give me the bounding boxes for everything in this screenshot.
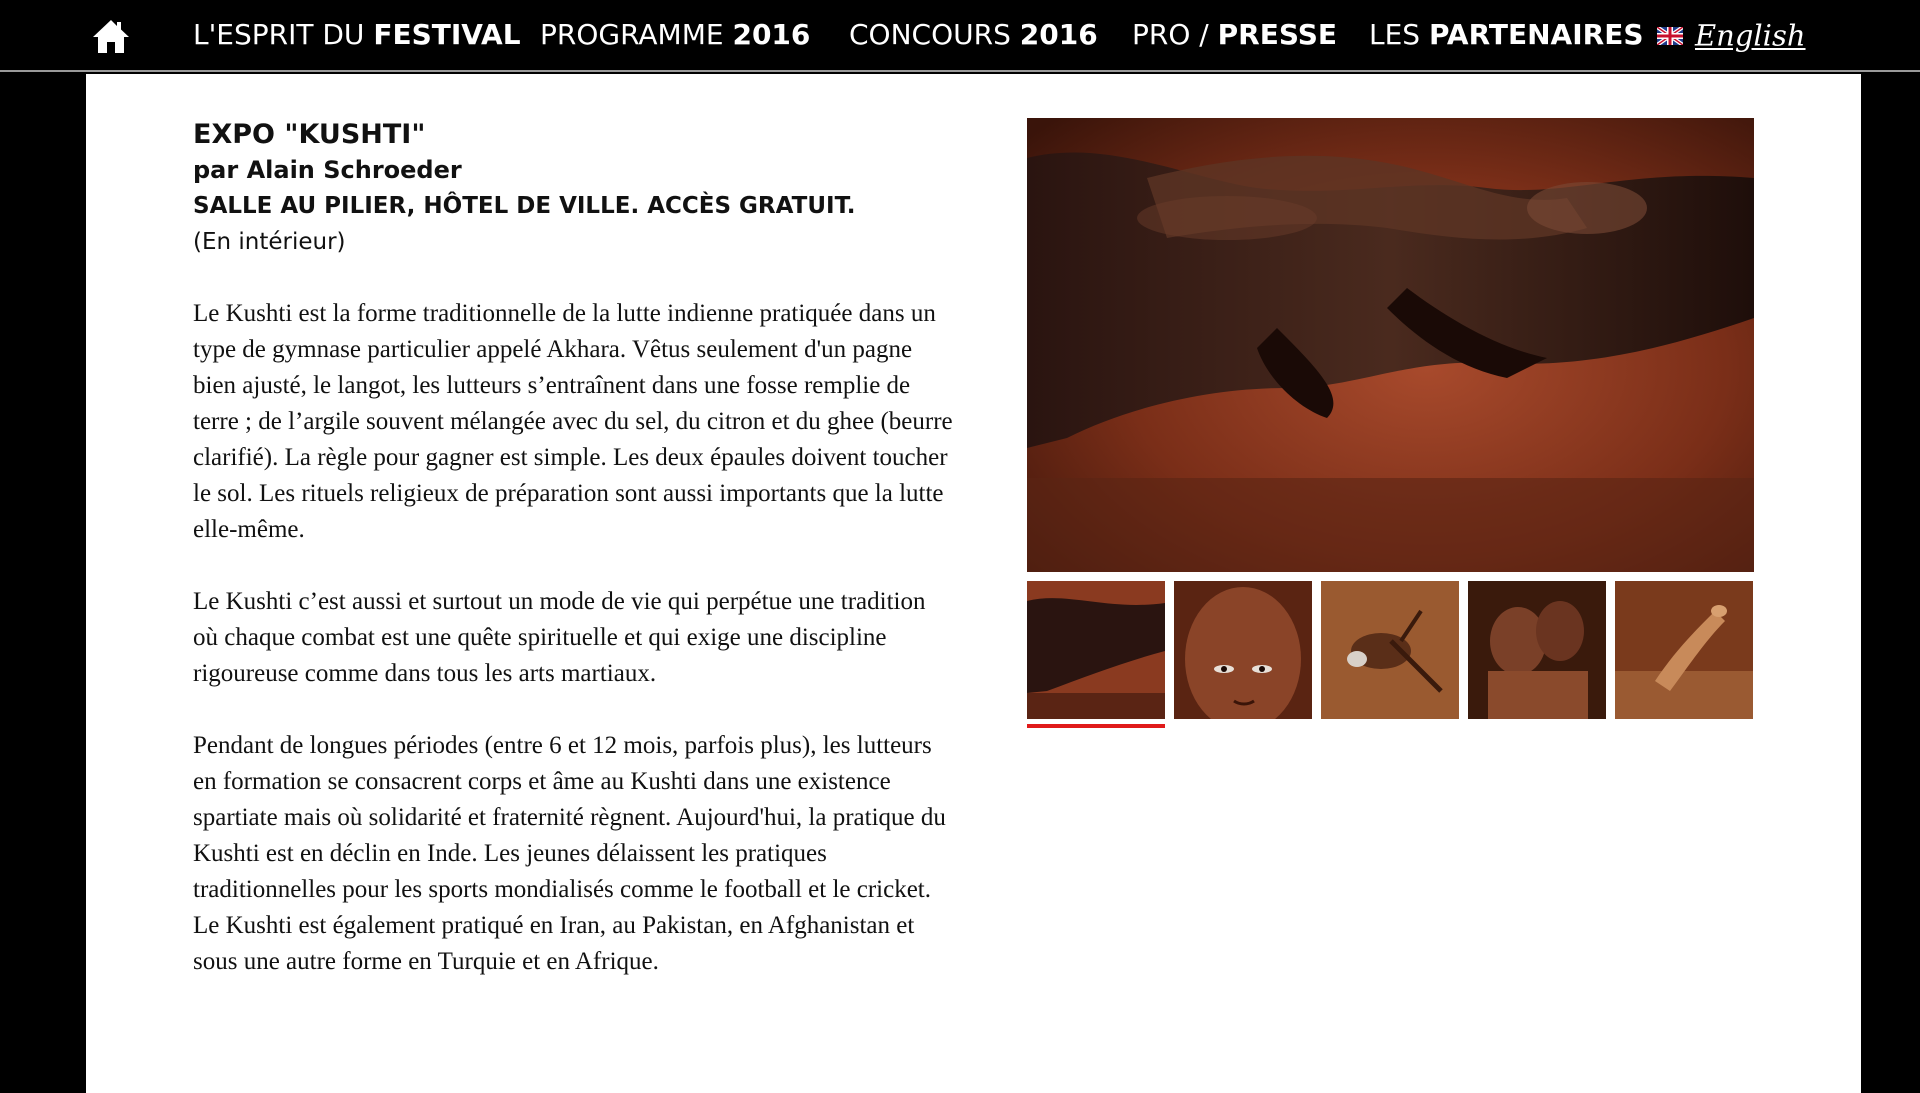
description-paragraph: Le Kushti est la forme traditionnelle de la lutte indienne pratiquée dans un type de gymnase particulier appelé Akhara. Vêtus seulement d'un pagne bien ajusté, le langot, les lutteurs s’entraînent dans une fosse remplie de terre ; de l’argile souvent mélangée avec du sel, du citron et du ghee (beurre clarifié). La règle pour gagner est simple. Les deux épaules doivent toucher le sol. Les rituels religieux de préparation sont aussi importants que la lutte elle-même. — [193, 300, 953, 543]
exhibit-note: (En intérieur) — [193, 229, 346, 255]
language-switch-english[interactable] — [1657, 0, 1806, 70]
nav-item-label-bold: PARTENAIRES — [1428, 18, 1644, 51]
gallery-thumbnail[interactable] — [1027, 581, 1165, 719]
nav-item-label-light: CONCOURS — [849, 18, 1020, 51]
exhibit-author: par Alain Schroeder — [193, 156, 462, 184]
nav-item-label-light: L'ESPRIT DU — [193, 18, 374, 51]
nav-item-partenaires[interactable] — [1369, 0, 1644, 70]
nav-item-programme-2016[interactable] — [540, 0, 810, 70]
exhibit-title: EXPO "KUSHTI" — [193, 119, 426, 150]
home-icon[interactable] — [92, 18, 130, 54]
description-paragraph: Le Kushti c’est aussi et surtout un mode de vie qui perpétue une tradition où chaque combat est une quête spirituelle et qui exige une discipline rigoureuse comme dans tous les arts martiaux. — [193, 588, 926, 687]
uk-flag-icon — [1657, 27, 1683, 45]
nav-item-label-light: PROGRAMME — [540, 18, 733, 51]
gallery-thumbnail[interactable] — [1174, 581, 1312, 719]
gallery-thumbnail[interactable] — [1321, 581, 1459, 719]
top-navigation-bar — [0, 0, 1920, 72]
gallery-thumbnail[interactable] — [1468, 581, 1606, 719]
nav-item-pro-presse[interactable] — [1132, 0, 1337, 70]
nav-item-label-bold: PRESSE — [1217, 18, 1338, 51]
nav-item-label-bold: 2016 — [732, 18, 811, 51]
nav-item-concours-2016[interactable] — [849, 0, 1098, 70]
nav-item-label-bold: 2016 — [1019, 18, 1098, 51]
nav-item-label-bold: FESTIVAL — [373, 18, 521, 51]
nav-item-esprit-festival[interactable] — [193, 0, 521, 70]
exhibit-venue: SALLE AU PILIER, HÔTEL DE VILLE. ACCÈS GRATUIT. — [193, 193, 856, 219]
description-paragraph: Pendant de longues périodes (entre 6 et 12 mois, parfois plus), les lutteurs en formation se consacrent corps et âme au Kushti dans une existence spartiate mais où solidarité et fraternité règnent. Aujourd'hui, la pratique du Kushti est en déclin en Inde. Les jeunes délaissent les pratiques traditionnelles pour les sports mondialisés comme le football et le cricket. Le Kushti est également pratiqué en Iran, au Pakistan, en Afghanistan et sous une autre forme en Turquie et en Afrique. — [193, 732, 946, 975]
main-content — [86, 74, 1861, 1093]
nav-item-label-light: PRO / — [1132, 18, 1218, 51]
nav-item-label-light: LES — [1369, 18, 1429, 51]
gallery-main-photo[interactable] — [1027, 118, 1754, 572]
language-label: English — [1695, 18, 1806, 53]
active-thumbnail-indicator — [1027, 724, 1165, 728]
gallery-thumbnail[interactable] — [1615, 581, 1753, 719]
exhibit-description — [193, 117, 953, 980]
